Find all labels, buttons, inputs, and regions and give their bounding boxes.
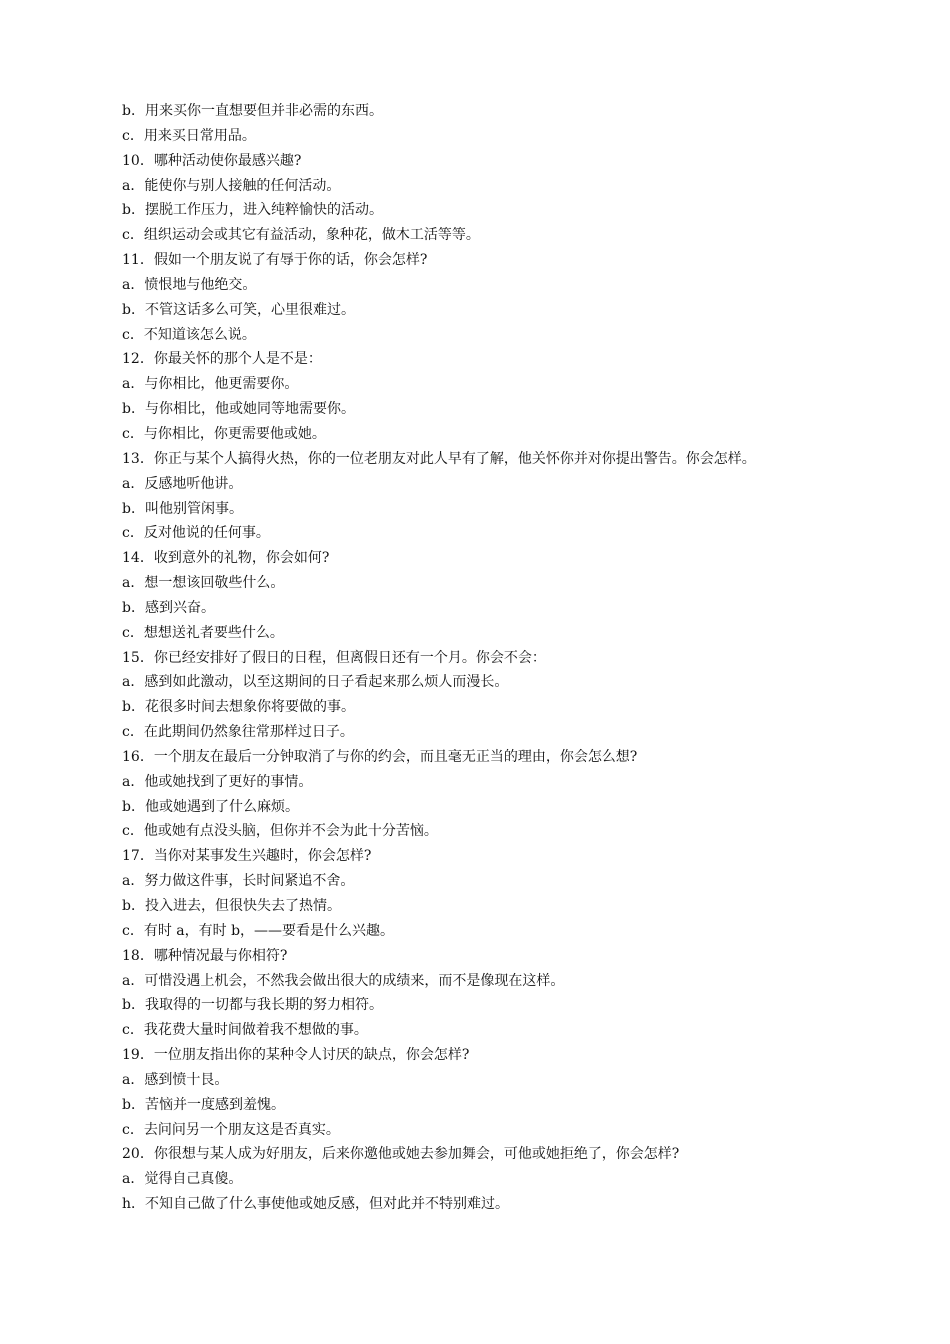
question-text: 17．当你对某事发生兴趣时，你会怎样? [122, 848, 372, 865]
answer-option: b．花很多时间去想象你将要做的事。 [122, 699, 355, 716]
answer-option: b．用来买你一直想要但并非必需的东西。 [122, 103, 383, 119]
answer-option: a．他或她找到了更好的事情。 [122, 773, 313, 790]
answer-option: b．与你相比，他或她同等地需要你。 [122, 401, 355, 418]
answer-option: c．去问问另一个朋友这是否真实。 [122, 1121, 340, 1138]
answer-option: h．不知自己做了什么事使他或她反感，但对此并不特别难过。 [122, 1196, 510, 1213]
answer-option: c．组织运动会或其它有益活动，象种花，做木工活等等。 [122, 227, 480, 244]
question-text: 15．你已经安排好了假日的日程，但离假日还有一个月。你会不会： [122, 649, 546, 666]
answer-option: a．与你相比，他更需要你。 [122, 376, 299, 393]
question-text: 11．假如一个朋友说了有辱于你的话，你会怎样? [122, 252, 428, 269]
answer-option: a．觉得自己真傻。 [122, 1171, 243, 1188]
answer-option: b．他或她遇到了什么麻烦。 [122, 798, 299, 815]
answer-option: a．感到愤十艮。 [122, 1071, 229, 1088]
answer-option: b．不管这话多么可笑，心里很难过。 [122, 301, 355, 318]
answer-option: c．想想送礼者要些什么。 [122, 624, 284, 641]
answer-option: c．与你相比，你更需要他或她。 [122, 425, 326, 442]
answer-option: b．感到兴奋。 [122, 599, 215, 616]
answer-option: a．反感地听他讲。 [122, 475, 243, 492]
answer-option: c．不知道该怎么说。 [122, 326, 256, 343]
answer-option: a．努力做这件事，长时间紧追不舍。 [122, 873, 355, 890]
answer-option: c．他或她有点没头脑，但你并不会为此十分苦恼。 [122, 823, 438, 840]
answer-option: a．想一想该回敬些什么。 [122, 575, 285, 592]
answer-option: b．摆脱工作压力，进入纯粹愉快的活动。 [122, 202, 383, 219]
answer-option: c．在此期间仍然象往常那样过日子。 [122, 724, 354, 741]
question-text: 20．你很想与某人成为好朋友，后来你邀他或她去参加舞会，可他或她拒绝了，你会怎样? [122, 1146, 680, 1163]
answer-option: b．我取得的一切都与我长期的努力相符。 [122, 997, 383, 1014]
answer-option: a．可惜没遇上机会，不然我会做出很大的成绩来，而不是像现在这样。 [122, 972, 565, 989]
answer-option: c．用来买日常用品。 [122, 127, 256, 144]
question-text: 13．你正与某个人搞得火热，你的一位老朋友对此人早有了解，他关怀你并对你提出警告。你会怎样。 [122, 450, 756, 467]
question-text: 19．一位朋友指出你的某种令人讨厌的缺点，你会怎样? [122, 1047, 470, 1064]
answer-option: b．叫他别管闲事。 [122, 500, 243, 517]
answer-option: b．苦恼并一度感到羞愧。 [122, 1096, 285, 1113]
answer-option: b．投入进去，但很快失去了热情。 [122, 898, 341, 914]
answer-option: c．反对他说的任何事。 [122, 525, 270, 542]
question-text: 12．你最关怀的那个人是不是： [122, 351, 322, 368]
answer-option: a．能使你与别人接触的任何活动。 [122, 177, 341, 194]
question-text: 14．收到意外的礼物，你会如何? [122, 550, 330, 567]
answer-option: a．感到如此激动，以至这期间的日子看起来那么烦人而漫长。 [122, 674, 509, 691]
question-text: 18．哪种情况最与你相符? [122, 947, 288, 964]
answer-option: c．我花费大量时间做着我不想做的事。 [122, 1022, 368, 1039]
answer-option: c．有时 a，有时 b，——要看是什么兴趣。 [122, 922, 395, 939]
answer-option: a．愤恨地与他绝交。 [122, 276, 257, 293]
question-text: 16．一个朋友在最后一分钟取消了与你的约会，而且毫无正当的理由，你会怎么想? [122, 748, 638, 765]
question-text: 10．哪种活动使你最感兴趣? [122, 152, 302, 169]
